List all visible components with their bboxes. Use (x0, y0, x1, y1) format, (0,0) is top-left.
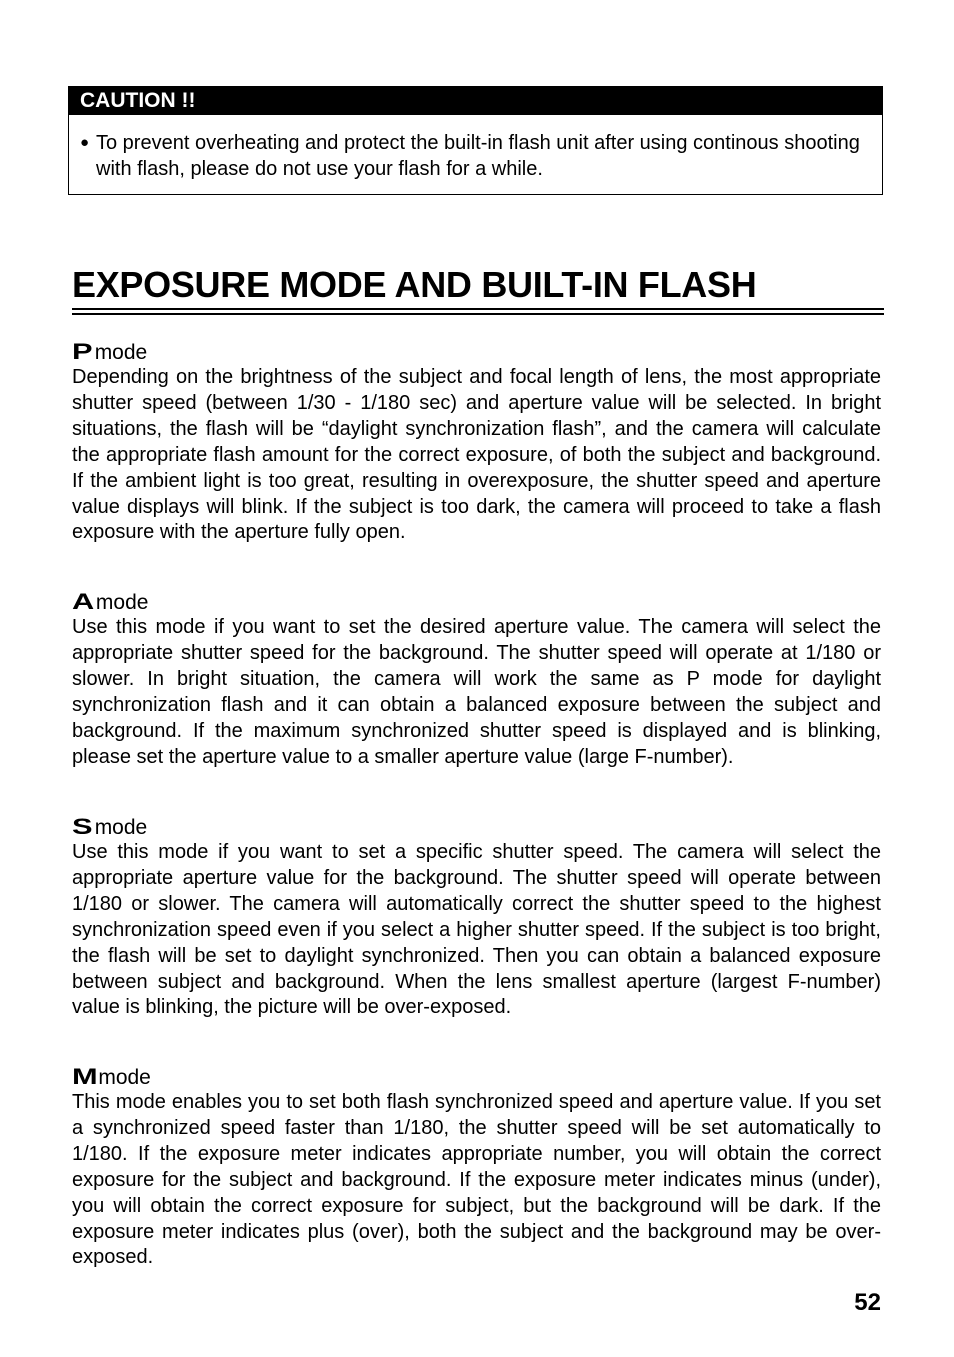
mode-label: mode (94, 341, 148, 364)
mode-heading (72, 589, 881, 615)
mode-description: Use this mode if you want to set a specific shutter speed. The camera will select the appropriate aperture value for the background. The shutter speed will operate between 1/180 or slower. The camera will automatically correct the shutter speed to the highest synchronization speed even if you select a higher shutter speed. If the subject is too bright, the flash will be set to daylight synchronized. Then you can obtain a balanced exposure between subject and background. When the lens smallest aperture (largest F-number) value is blinking, the picture will be over-exposed. (72, 841, 881, 1019)
caution-header: CAUTION !! (69, 87, 882, 115)
page-number: 52 (854, 1289, 881, 1316)
caution-text: To prevent overheating and protect the built-in flash unit after using continous shooting with flash, please do not use your flash for a while. (96, 132, 860, 180)
caution-body (69, 115, 882, 182)
title-rule-bottom (72, 313, 884, 315)
mode-label: mode (98, 1066, 151, 1089)
mode-description: This mode enables you to set both flash synchronized speed and aperture value. If you set a synchronized speed faster than 1/180, the shutter speed will be set automatically to 1/180. If the exposure meter indicates appropriate number, you will obtain the correct exposure for the subject and background. If the exposure meter indicates minus (under), you will obtain the correct exposure for subject, but the background will be dark. If the exposure meter indicates plus (over), both the subject and the background may be over-exposed. (72, 1091, 881, 1269)
mode-description: Use this mode if you want to set the desired aperture value. The camera will select the appropriate shutter speed for the background. The shutter speed will operate at 1/180 or slower. In bright situation, the camera will work the same as P mode for daylight synchronization flash and it can obtain a balanced exposure between the subject and background. If the maximum synchronized shutter speed is displayed and is blinking, please set the aperture value to a smaller aperture value (large F-number). (72, 616, 881, 768)
mode-letter: P (72, 339, 93, 364)
mode-description: Depending on the brightness of the subject and focal length of lens, the most appropriate shutter speed (between 1/30 - 1/180 sec) and aperture value will be selected. In bright situations, the flash will be “daylight synchronization flash”, and the camera will calculate the appropriate flash amount for the correct exposure, of both the subject and background. If the ambient light is too great, resulting in overexposure, the shutter speed and aperture value displays will blink. If the subject is too dark, the camera will proceed to take a flash exposure with the aperture fully open. (72, 366, 881, 544)
mode-label: mode (94, 816, 148, 839)
section-title: EXPOSURE MODE AND BUILT-IN FLASH (72, 264, 757, 305)
bullet-icon: ● (80, 134, 90, 151)
mode-heading (72, 1064, 881, 1090)
caution-box (68, 86, 883, 195)
mode-letter: S (72, 814, 93, 839)
p-mode-section (72, 339, 881, 546)
mode-heading (72, 814, 881, 840)
s-mode-section (72, 814, 881, 1021)
m-mode-section (72, 1064, 881, 1271)
a-mode-section (72, 589, 881, 770)
mode-letter: A (72, 589, 95, 614)
mode-heading (72, 339, 881, 365)
title-rule-top (72, 308, 884, 310)
mode-letter: M (72, 1064, 98, 1089)
mode-label: mode (95, 591, 149, 614)
